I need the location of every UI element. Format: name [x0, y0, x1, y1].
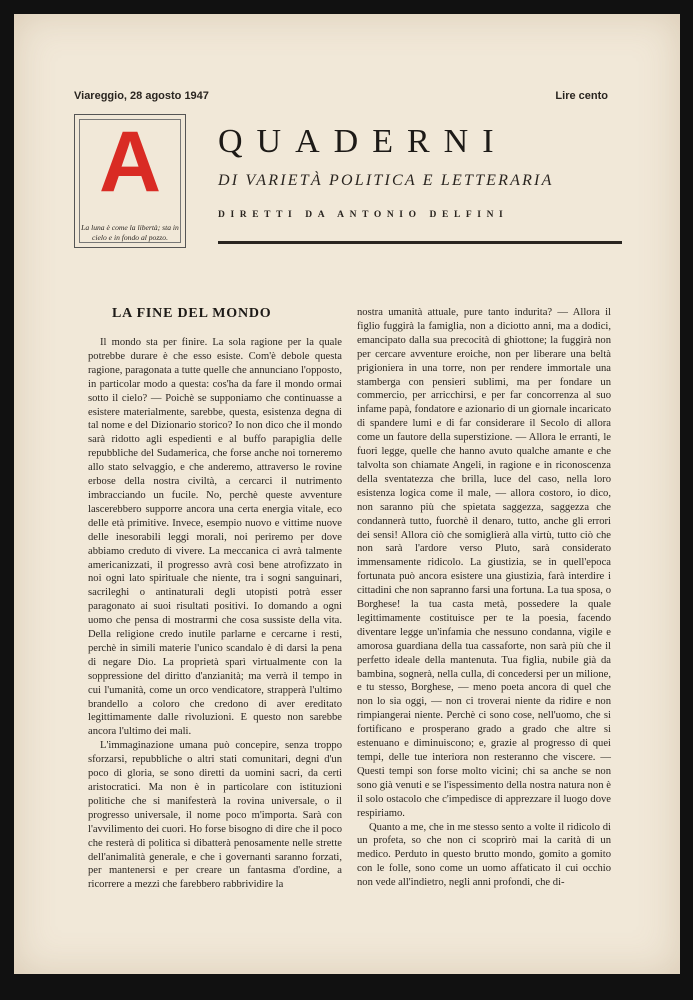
left-paragraph: Il mondo sta per finire. La sola ragione per la quale potrebbe durare è che esso esiste. Com'è debole questa ragione, paragonata a tutte quelle che annunciano l'opposto, in particolar modo a questa: cos'ha da fare il mondo ormai sotto il cielo? — Poichè se supponiamo che continuasse a esistere materialmente, sarebbe, questa, esistenza degna di tal nome e del Dizionario storico? Io non dico che il mondo sarà ridotto agli espedienti e al buffo parapiglia delle repubbliche del Sudamerica, che forse anche noi torneremo allo stato selvaggio, e che anderemo, attraverso le rovine erbose della nostra civiltà, a cercarci il nutrimento imbracciando un fucile. No, perchè queste avventure lascerebbero supporre ancora una certa energia vitale, eco delle età primitive. Invece, esempio nuovo e vittime nuove delle inesorabili leggi morali, noi periremo per dove abbiamo creduto di vivere. La meccanica ci avrà talmente americanizzati, il progresso avrà così bene atrofizzato in noi ogni lato spirituale che niente, tra i sogni sanguinari, sacrileghi o antinaturali degli utopisti potrà esser paragonato ai suoi risultati positivi. Io domando a ogni uomo che pensa di mostrarmi che cosa sussiste della vita. Della religione credo inutile parlarne e cercarne i resti, perchè in simili materie l'unico scandalo è di darsi la pena di negare Dio. La proprietà sparì virtualmente con la soppressione del diritto d'anzianità; ma verrà il tempo in cui l'umanità, come un orco vendicatore, strapperà l'ultimo brandello a coloro che credono di aver ereditato legittimamente dalle rivoluzioni. E questo non sarebbe ancora l'ultimo dei mali.	[88, 337, 342, 738]
right-column	[357, 306, 611, 890]
masthead-subtitle: DI VARIETÀ POLITICA E LETTERARIA	[218, 172, 554, 189]
left-paragraph: L'immaginazione umana può concepire, senza troppo sforzarsi, repubbliche o altri stati comunitari, degni d'un poco di gloria, se sono diretti da uomini sacri, da certi aristocratici. Ma non è in particolare con istituzioni politiche che si manifesterà la rovina universale, o il progresso universale, il nome poco m'importa. Sarà con l'avvilimento dei cuori. Ho forse bisogno di dire che il poco che resterà di politica si dibatterà penosamente nelle strette dell'animalità generale, e che i governanti saranno forzati, per mantenersi e per creare un fantasma d'ordine, a ricorrere a mezzi che farebbero rabbrividire la	[88, 740, 342, 891]
logo-letter: A	[98, 114, 162, 210]
right-paragraph: Quanto a me, che in me stesso sento a volte il ridicolo di un profeta, so che non ci scoprirò mai la carità di un medico. Perduto in questo brutto mondo, gomito a gomito con le folle, sono come un uomo affaticato il cui occhio non vede all'indietro, negli anni profondi, che di-	[357, 821, 611, 889]
masthead-title: QUADERNI	[218, 123, 508, 160]
masthead-direction: DIRETTI DA ANTONIO DELFINI	[218, 210, 509, 220]
newspaper-page	[14, 14, 680, 974]
logo-motto: La luna è come la libertà; sta in cielo e in fondo al pozzo.	[81, 223, 179, 242]
place-date: Viareggio, 28 agosto 1947	[74, 90, 209, 102]
left-column	[88, 336, 342, 892]
logo-box	[74, 114, 186, 248]
masthead-rule	[218, 241, 622, 244]
price: Lire cento	[555, 90, 608, 102]
right-paragraph: nostra umanità attuale, pure tanto indurita? — Allora il figlio fuggirà la famiglia, non a diciotto anni, ma a dodici, emancipato dalla sua precocità di ghiottone; la fuggirà non per cercare avventure eroiche, non per liberare una beltà prigioniera in una torre, non per rendere immortale una stamberga con pensieri sublimi, ma per fondare un commercio, per arricchirsi, e per far concorrenza al suo infame papà, fondatore e azionario di un giornale incaricato di spandere lumi e di far considerare il Secolo di allora come un fautore della superstizione. — Allora le erranti, le fuori legge, quelle che hanno avuto qualche amante e che talvolta son chiamate Angeli, in ragione e in riconoscenza della sventatezza che brilla, luce del caso, nella loro esistenza logica come il male, — allora costoro, io dico, non saranno più che spietata saggezza, saggezza che condannerà tutto, fuorchè il denaro, tutto, anche gli errori dei sensi! Allora ciò che somiglierà alla virtù, tutto ciò che non sarà l'ardore verso Pluto, sarà considerato immensamente ridicolo. La giustizia, se in quell'epoca fortunata può ancora esistere una giustizia, farà interdire i cittadini che non sapranno farsi una fortuna. La tua sposa, o Borghese! la tua casta metà, possedere la quale legittimamente costituisce per te la poesia, facendo diventare legge un'infamia che nessuno condanna, vigile e amorosa guardiana della tua cassaforte, non sarà più che il perfetto ideale della mantenuta. Tua figlia, nubile già da bambina, sognerà, nella culla, di concedersi per un milione, e tu stesso, Borghese, — meno poeta ancora di quel che non lo sia oggi, — non ci troverai niente da ridire e non rimpiangerai niente. Perchè ci sono cose, nell'uomo, che si fortificano e prosperano grado a grado che altre si estenuano e diminuiscono; e, grazie al progresso di quei tempi, delle tue interiora non resteranno che viscere. — Questi tempi son forse molto vicini; chi sa anche se non sono già venuti e se l'ispessimento della nostra natura non è il solo ostacolo che c'impedisce di apprezzare il luogo dove respiriamo.	[357, 307, 611, 819]
article-title: LA FINE DEL MONDO	[112, 306, 272, 321]
